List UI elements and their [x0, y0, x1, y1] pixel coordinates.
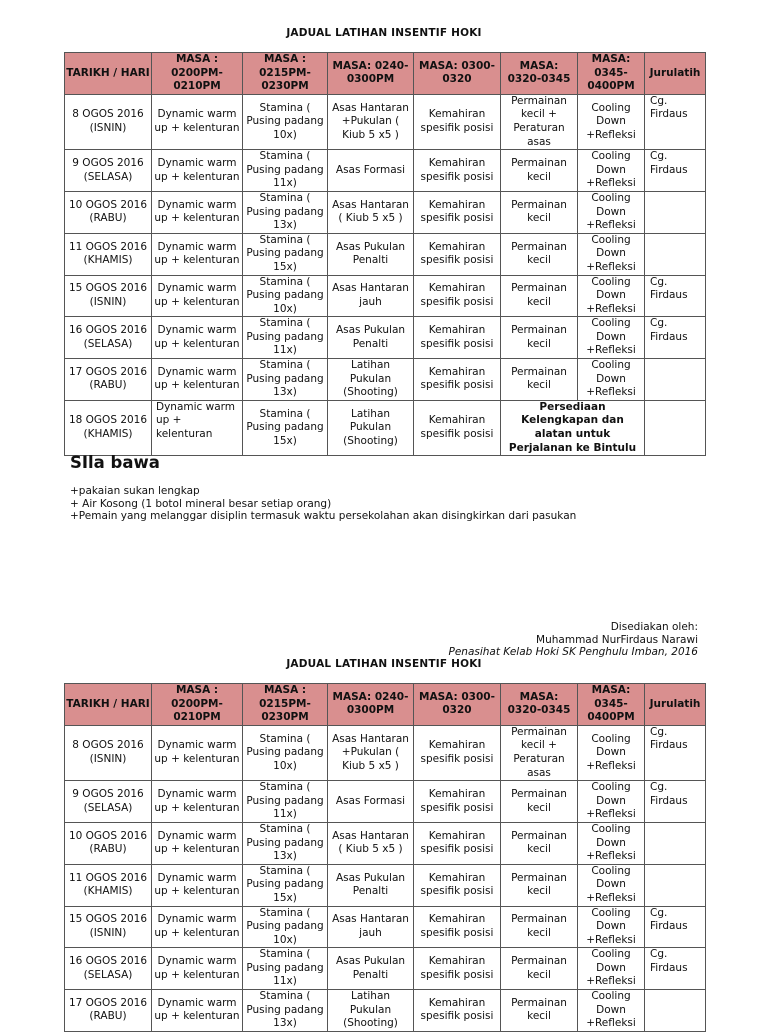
activity-cell: Permainan kecil — [501, 781, 578, 823]
activity-cell: Cooling Down +Refleksi — [578, 359, 645, 401]
coach-cell — [645, 191, 706, 233]
activity-cell: Kemahiran spesifik posisi — [414, 990, 501, 1032]
activity-cell: Kemahiran spesifik posisi — [414, 948, 501, 990]
activity-cell: Stamina ( Pusing padang 15x) — [243, 233, 328, 275]
activity-cell: Dynamic warm up + kelenturan — [152, 359, 243, 401]
activity-cell: Kemahiran spesifik posisi — [414, 781, 501, 823]
activity-cell: Kemahiran spesifik posisi — [414, 275, 501, 317]
preparer-role: Penasihat Kelab Hoki SK Penghulu Imban, 2016 — [448, 646, 698, 659]
date-cell: 9 OGOS 2016 (SELASA) — [65, 781, 152, 823]
col-header-coach: Jurulatih — [645, 53, 706, 95]
activity-cell: Stamina ( Pusing padang 10x) — [243, 94, 328, 149]
activity-cell: Cooling Down +Refleksi — [578, 150, 645, 192]
activity-cell: Permainan kecil — [501, 864, 578, 906]
activity-cell: Permainan kecil — [501, 906, 578, 948]
coach-cell: Cg. Firdaus — [645, 725, 706, 780]
activity-cell: Dynamic warm up + kelenturan — [152, 725, 243, 780]
table-row — [65, 275, 706, 317]
activity-cell: Stamina ( Pusing padang 10x) — [243, 906, 328, 948]
col-header-time3: MASA: 0240-0300PM — [328, 684, 414, 726]
activity-cell: Stamina ( Pusing padang 10x) — [243, 725, 328, 780]
activity-cell: Cooling Down +Refleksi — [578, 275, 645, 317]
activity-cell: Asas Pukulan Penalti — [328, 317, 414, 359]
activity-cell: Asas Hantaran ( Kiub 5 x5 ) — [328, 191, 414, 233]
bring-list — [70, 485, 576, 523]
list-item: + Air Kosong (1 botol mineral besar setiap orang) — [70, 497, 332, 510]
table-row — [65, 400, 706, 455]
header-row — [65, 684, 706, 726]
activity-cell: Cooling Down +Refleksi — [578, 906, 645, 948]
activity-cell: Permainan kecil — [501, 233, 578, 275]
activity-cell: Cooling Down +Refleksi — [578, 990, 645, 1032]
activity-cell: Stamina ( Pusing padang 11x) — [243, 948, 328, 990]
date-cell: 15 OGOS 2016 (ISNIN) — [65, 275, 152, 317]
coach-cell: Cg. Firdaus — [645, 317, 706, 359]
coach-cell — [645, 864, 706, 906]
table-row — [65, 906, 706, 948]
activity-cell: Kemahiran spesifik posisi — [414, 150, 501, 192]
document-title: JADUAL LATIHAN INSENTIF HOKI — [286, 658, 482, 670]
activity-cell: Kemahiran spesifik posisi — [414, 822, 501, 864]
table-row — [65, 990, 706, 1032]
date-cell: 17 OGOS 2016 (RABU) — [65, 359, 152, 401]
activity-cell: Permainan kecil + Peraturan asas — [501, 725, 578, 780]
activity-cell: Kemahiran spesifik posisi — [414, 317, 501, 359]
col-header-coach: Jurulatih — [645, 684, 706, 726]
col-header-time2: MASA : 0215PM-0230PM — [243, 53, 328, 95]
activity-cell: Dynamic warm up + kelenturan — [152, 400, 243, 455]
date-cell: 10 OGOS 2016 (RABU) — [65, 191, 152, 233]
preparation-cell: Persediaan Kelengkapan dan alatan untuk Perjalanan ke Bintulu — [501, 400, 645, 455]
activity-cell: Kemahiran spesifik posisi — [414, 725, 501, 780]
activity-cell: Kemahiran spesifik posisi — [414, 400, 501, 455]
activity-cell: Permainan kecil — [501, 359, 578, 401]
table-row — [65, 725, 706, 780]
activity-cell: Kemahiran spesifik posisi — [414, 359, 501, 401]
activity-cell: Dynamic warm up + kelenturan — [152, 191, 243, 233]
list-item: +pakaian sukan lengkap — [70, 485, 200, 497]
activity-cell: Dynamic warm up + kelenturan — [152, 822, 243, 864]
activity-cell: Kemahiran spesifik posisi — [414, 233, 501, 275]
col-header-time1: MASA : 0200PM-0210PM — [152, 684, 243, 726]
table-row — [65, 233, 706, 275]
coach-cell — [645, 233, 706, 275]
activity-cell: Asas Hantaran +Pukulan ( Kiub 5 x5 ) — [328, 94, 414, 149]
coach-cell: Cg. Firdaus — [645, 906, 706, 948]
preparer-name: Muhammad NurFirdaus Narawi — [536, 633, 698, 646]
activity-cell: Cooling Down +Refleksi — [578, 948, 645, 990]
activity-cell: Dynamic warm up + kelenturan — [152, 94, 243, 149]
col-header-time4: MASA: 0300-0320 — [414, 684, 501, 726]
col-header-time6: MASA: 0345-0400PM — [578, 53, 645, 95]
activity-cell: Asas Pukulan Penalti — [328, 864, 414, 906]
date-cell: 10 OGOS 2016 (RABU) — [65, 822, 152, 864]
activity-cell: Dynamic warm up + kelenturan — [152, 948, 243, 990]
activity-cell: Stamina ( Pusing padang 15x) — [243, 864, 328, 906]
activity-cell: Stamina ( Pusing padang 15x) — [243, 400, 328, 455]
activity-cell: Stamina ( Pusing padang 11x) — [243, 150, 328, 192]
activity-cell: Stamina ( Pusing padang 13x) — [243, 191, 328, 233]
date-cell: 16 OGOS 2016 (SELASA) — [65, 317, 152, 359]
coach-cell — [645, 400, 706, 455]
activity-cell: Asas Hantaran ( Kiub 5 x5 ) — [328, 822, 414, 864]
activity-cell: Cooling Down +Refleksi — [578, 822, 645, 864]
activity-cell: Stamina ( Pusing padang 11x) — [243, 317, 328, 359]
activity-cell: Permainan kecil — [501, 275, 578, 317]
activity-cell: Dynamic warm up + kelenturan — [152, 275, 243, 317]
activity-cell: Stamina ( Pusing padang 11x) — [243, 781, 328, 823]
col-header-date: TARIKH / HARI — [65, 684, 152, 726]
activity-cell: Permainan kecil — [501, 948, 578, 990]
activity-cell: Cooling Down +Refleksi — [578, 725, 645, 780]
col-header-time3: MASA: 0240-0300PM — [328, 53, 414, 95]
activity-cell: Kemahiran spesifik posisi — [414, 94, 501, 149]
activity-cell: Kemahiran spesifik posisi — [414, 191, 501, 233]
activity-cell: Latihan Pukulan (Shooting) — [328, 400, 414, 455]
activity-cell: Cooling Down +Refleksi — [578, 191, 645, 233]
table-row — [65, 94, 706, 149]
activity-cell: Dynamic warm up + kelenturan — [152, 990, 243, 1032]
coach-cell: Cg. Firdaus — [645, 94, 706, 149]
table-row — [65, 191, 706, 233]
bring-list-heading: SIla bawa — [70, 453, 160, 472]
activity-cell: Dynamic warm up + kelenturan — [152, 233, 243, 275]
activity-cell: Cooling Down +Refleksi — [578, 781, 645, 823]
table-row — [65, 822, 706, 864]
activity-cell: Kemahiran spesifik posisi — [414, 864, 501, 906]
activity-cell: Cooling Down +Refleksi — [578, 94, 645, 149]
header-row — [65, 53, 706, 95]
table-row — [65, 781, 706, 823]
activity-cell: Asas Formasi — [328, 150, 414, 192]
list-item: +Pemain yang melanggar disiplin termasuk waktu persekolahan akan disingkirkan dari pasukan — [70, 510, 577, 522]
col-header-time4: MASA: 0300-0320 — [414, 53, 501, 95]
coach-cell: Cg. Firdaus — [645, 275, 706, 317]
table-row — [65, 359, 706, 401]
activity-cell: Permainan kecil — [501, 317, 578, 359]
signature-block — [449, 621, 699, 659]
date-cell: 11 OGOS 2016 (KHAMIS) — [65, 233, 152, 275]
activity-cell: Latihan Pukulan (Shooting) — [328, 359, 414, 401]
schedule-table — [64, 52, 706, 456]
activity-cell: Permainan kecil — [501, 150, 578, 192]
date-cell: 11 OGOS 2016 (KHAMIS) — [65, 864, 152, 906]
col-header-date: TARIKH / HARI — [65, 53, 152, 95]
col-header-time5: MASA: 0320-0345 — [501, 684, 578, 726]
activity-cell: Dynamic warm up + kelenturan — [152, 906, 243, 948]
date-cell: 15 OGOS 2016 (ISNIN) — [65, 906, 152, 948]
activity-cell: Cooling Down +Refleksi — [578, 864, 645, 906]
col-header-time1: MASA : 0200PM-0210PM — [152, 53, 243, 95]
date-cell: 9 OGOS 2016 (SELASA) — [65, 150, 152, 192]
activity-cell: Asas Pukulan Penalti — [328, 948, 414, 990]
date-cell: 17 OGOS 2016 (RABU) — [65, 990, 152, 1032]
activity-cell: Cooling Down +Refleksi — [578, 317, 645, 359]
activity-cell: Stamina ( Pusing padang 10x) — [243, 275, 328, 317]
coach-cell — [645, 359, 706, 401]
date-cell: 16 OGOS 2016 (SELASA) — [65, 948, 152, 990]
table-row — [65, 864, 706, 906]
activity-cell: Permainan kecil + Peraturan asas — [501, 94, 578, 149]
table-row — [65, 150, 706, 192]
table-row — [65, 948, 706, 990]
date-cell: 8 OGOS 2016 (ISNIN) — [65, 94, 152, 149]
document-title: JADUAL LATIHAN INSENTIF HOKI — [286, 27, 482, 39]
activity-cell: Stamina ( Pusing padang 13x) — [243, 990, 328, 1032]
activity-cell: Asas Hantaran +Pukulan ( Kiub 5 x5 ) — [328, 725, 414, 780]
activity-cell: Asas Hantaran jauh — [328, 275, 414, 317]
coach-cell: Cg. Firdaus — [645, 150, 706, 192]
activity-cell: Stamina ( Pusing padang 13x) — [243, 822, 328, 864]
activity-cell: Latihan Pukulan (Shooting) — [328, 990, 414, 1032]
coach-cell: Cg. Firdaus — [645, 948, 706, 990]
activity-cell: Stamina ( Pusing padang 13x) — [243, 359, 328, 401]
activity-cell: Asas Hantaran jauh — [328, 906, 414, 948]
activity-cell: Dynamic warm up + kelenturan — [152, 317, 243, 359]
date-cell: 18 OGOS 2016 (KHAMIS) — [65, 400, 152, 455]
activity-cell: Asas Pukulan Penalti — [328, 233, 414, 275]
activity-cell: Cooling Down +Refleksi — [578, 233, 645, 275]
prepared-by-label: Disediakan oleh: — [610, 621, 698, 633]
date-cell: 8 OGOS 2016 (ISNIN) — [65, 725, 152, 780]
col-header-time6: MASA: 0345-0400PM — [578, 684, 645, 726]
col-header-time2: MASA : 0215PM-0230PM — [243, 684, 328, 726]
activity-cell: Kemahiran spesifik posisi — [414, 906, 501, 948]
activity-cell: Permainan kecil — [501, 990, 578, 1032]
activity-cell: Dynamic warm up + kelenturan — [152, 781, 243, 823]
coach-cell: Cg. Firdaus — [645, 781, 706, 823]
coach-cell — [645, 990, 706, 1032]
activity-cell: Dynamic warm up + kelenturan — [152, 864, 243, 906]
table-row — [65, 317, 706, 359]
activity-cell: Dynamic warm up + kelenturan — [152, 150, 243, 192]
activity-cell: Permainan kecil — [501, 191, 578, 233]
schedule-table — [64, 683, 706, 1032]
activity-cell: Asas Formasi — [328, 781, 414, 823]
activity-cell: Permainan kecil — [501, 822, 578, 864]
col-header-time5: MASA: 0320-0345 — [501, 53, 578, 95]
coach-cell — [645, 822, 706, 864]
